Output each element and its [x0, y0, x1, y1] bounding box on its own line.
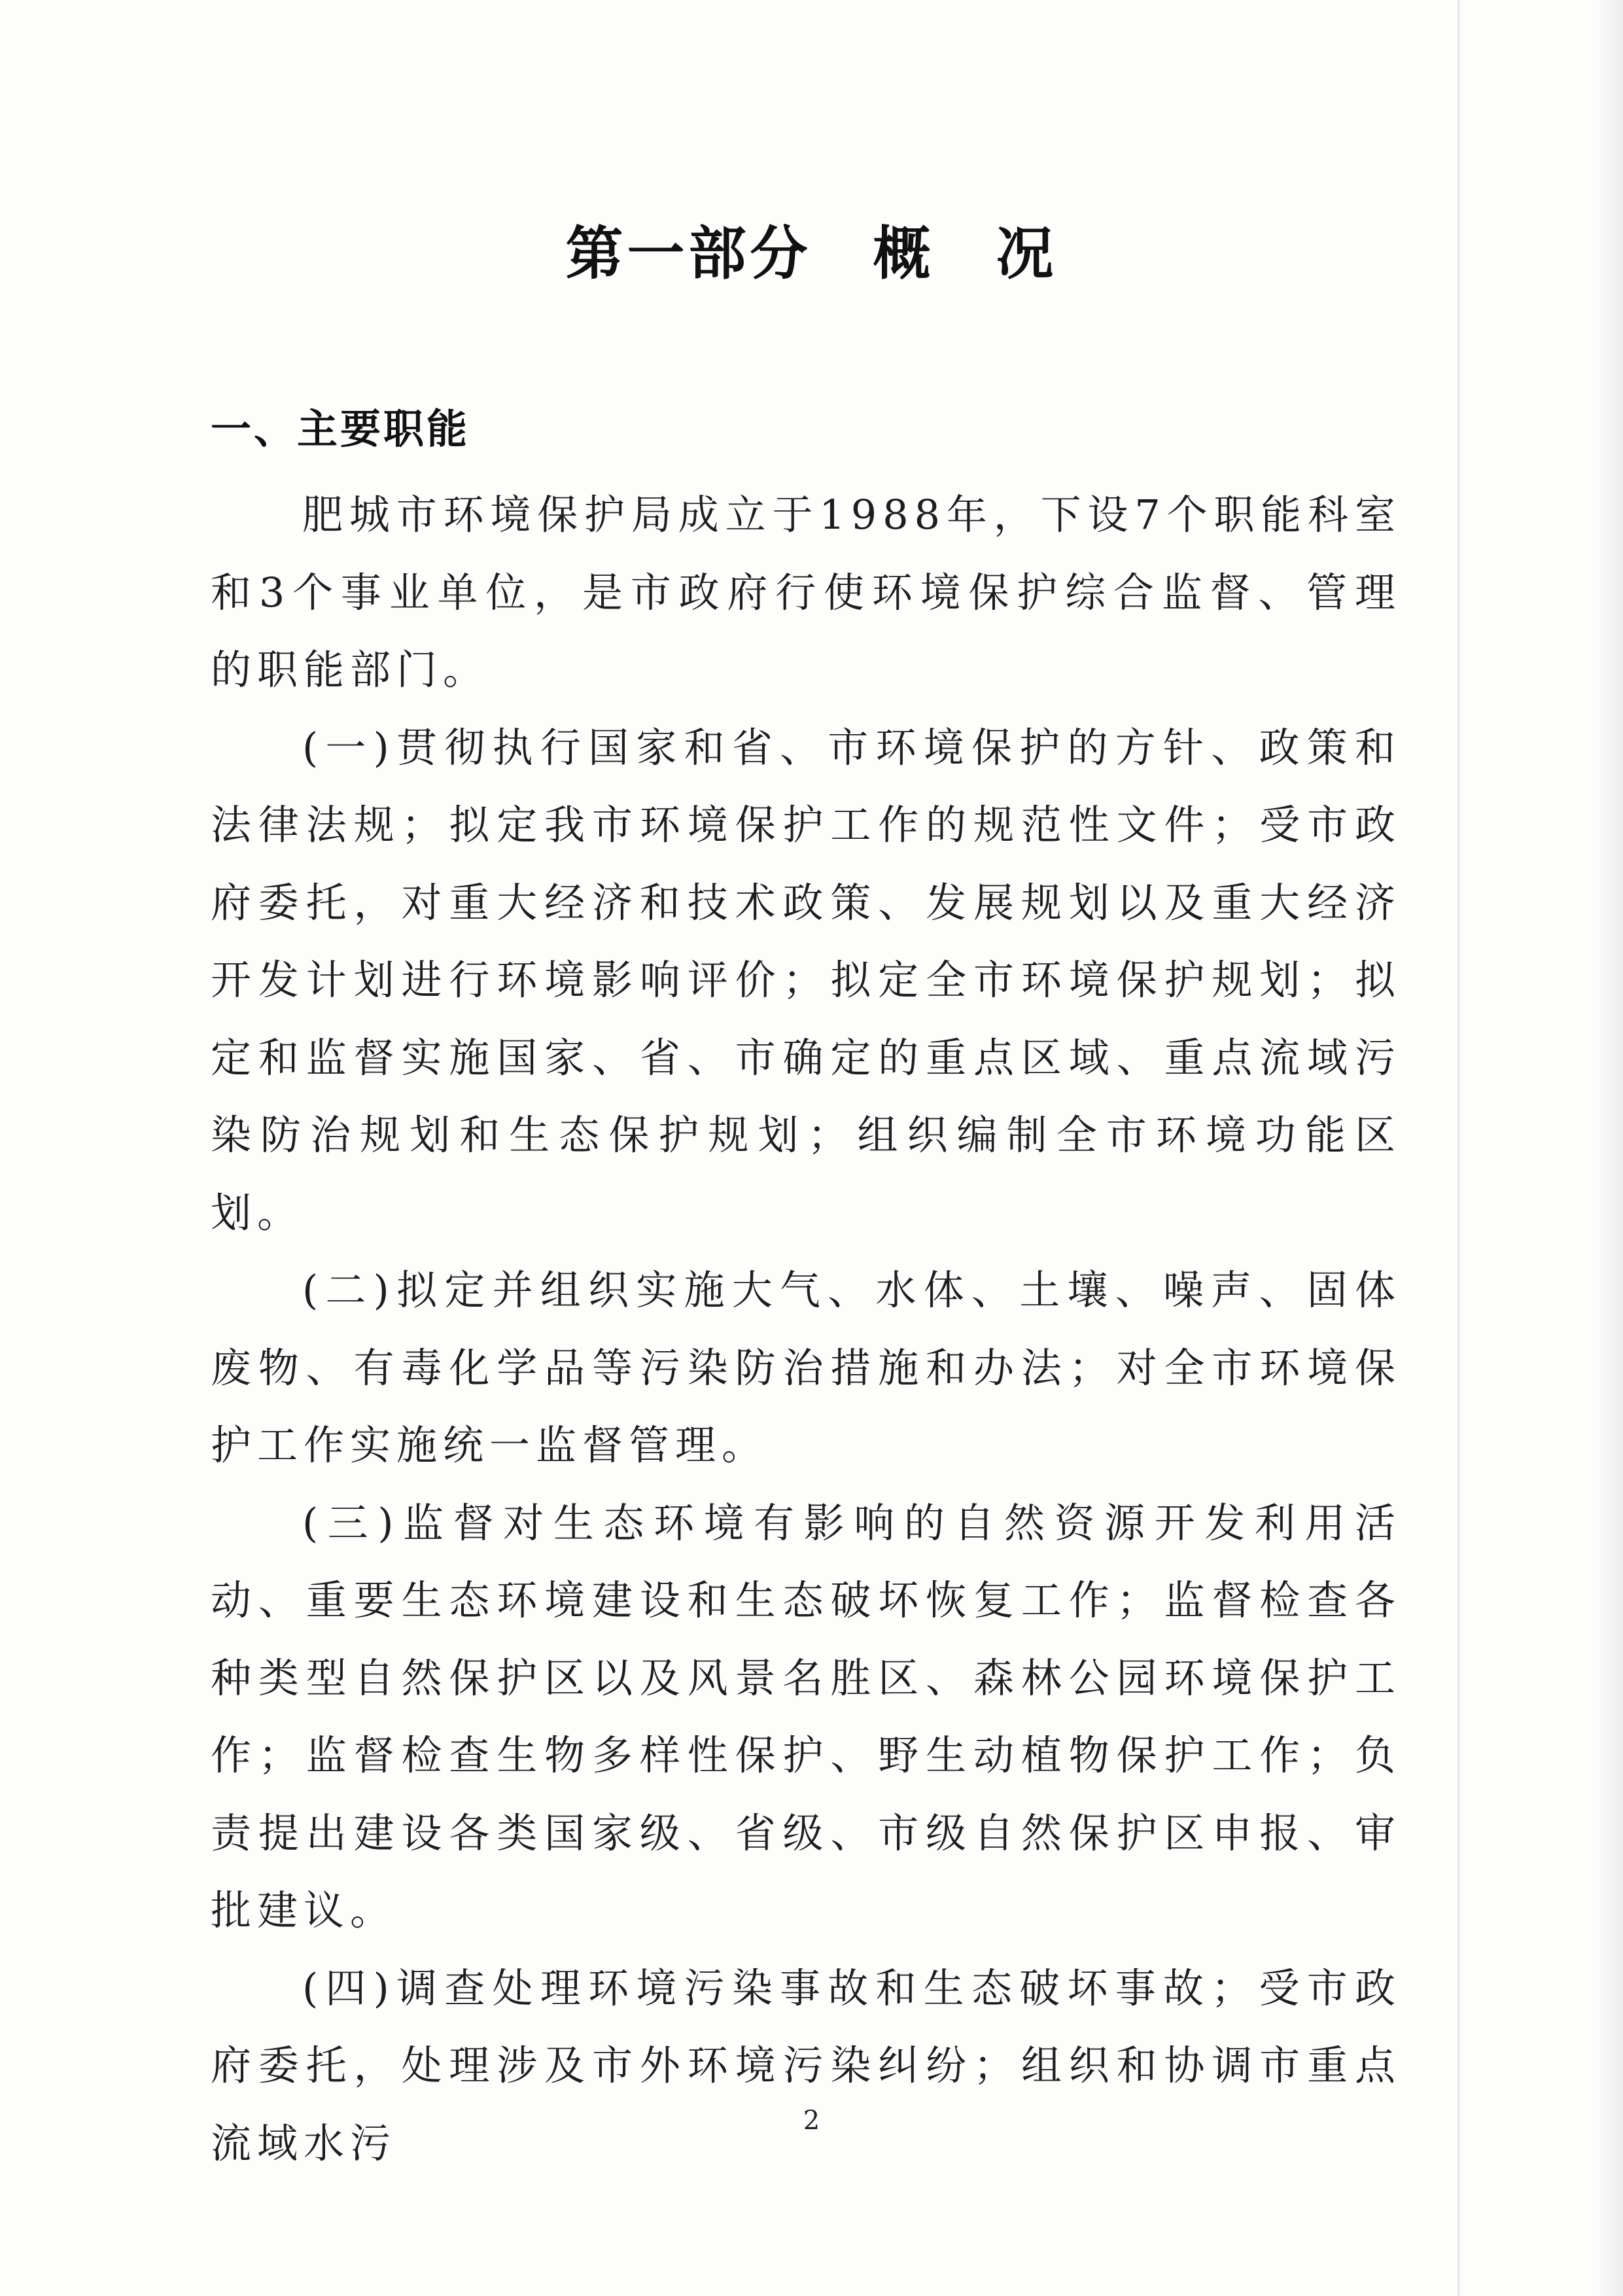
body-text	[211, 476, 1401, 2182]
page-title: 第一部分 概 况	[565, 220, 1058, 287]
page-number: 2	[803, 2106, 820, 2136]
scan-edge	[1599, 0, 1623, 2296]
paragraph-item-4: (四)调查处理环境污染事故和生态破坏事故；受市政府委托，处理涉及市外环境污染纠纷；组织和协调市重点流域水污	[211, 1964, 1401, 2167]
paragraph-intro: 肥城市环境保护局成立于1988年，下设7个职能科室和3个事业单位，是市政府行使环境保护综合监督、管理的职能部门。	[211, 491, 1401, 694]
paragraph-item-1: (一)贯彻执行国家和省、市环境保护的方针、政策和法律法规；拟定我市环境保护工作的规范性文件；受市政府委托，对重大经济和技术政策、发展规划以及重大经济开发计划进行环境影响评价；拟定全市环境保护规划；拟定和监督实施国家、省、市确定的重点区域、重点流域污染防治规划和生态保护规划；组织编制全市环境功能区划。	[211, 723, 1401, 1237]
section-heading: 一、主要职能	[211, 405, 470, 453]
paragraph-item-2: (二)拟定并组织实施大气、水体、土壤、噪声、固体废物、有毒化学品等污染防治措施和办法；对全市环境保护工作实施统一监督管理。	[211, 1266, 1401, 1469]
paragraph-item-3: (三)监督对生态环境有影响的自然资源开发利用活动、重要生态环境建设和生态破坏恢复工作；监督检查各种类型自然保护区以及风景名胜区、森林公园环境保护工作；监督检查生物多样性保护、野生动植物保护工作；负责提出建设各类国家级、省级、市级自然保护区申报、审批建议。	[211, 1498, 1401, 1934]
scan-fold-line	[1457, 0, 1460, 2296]
